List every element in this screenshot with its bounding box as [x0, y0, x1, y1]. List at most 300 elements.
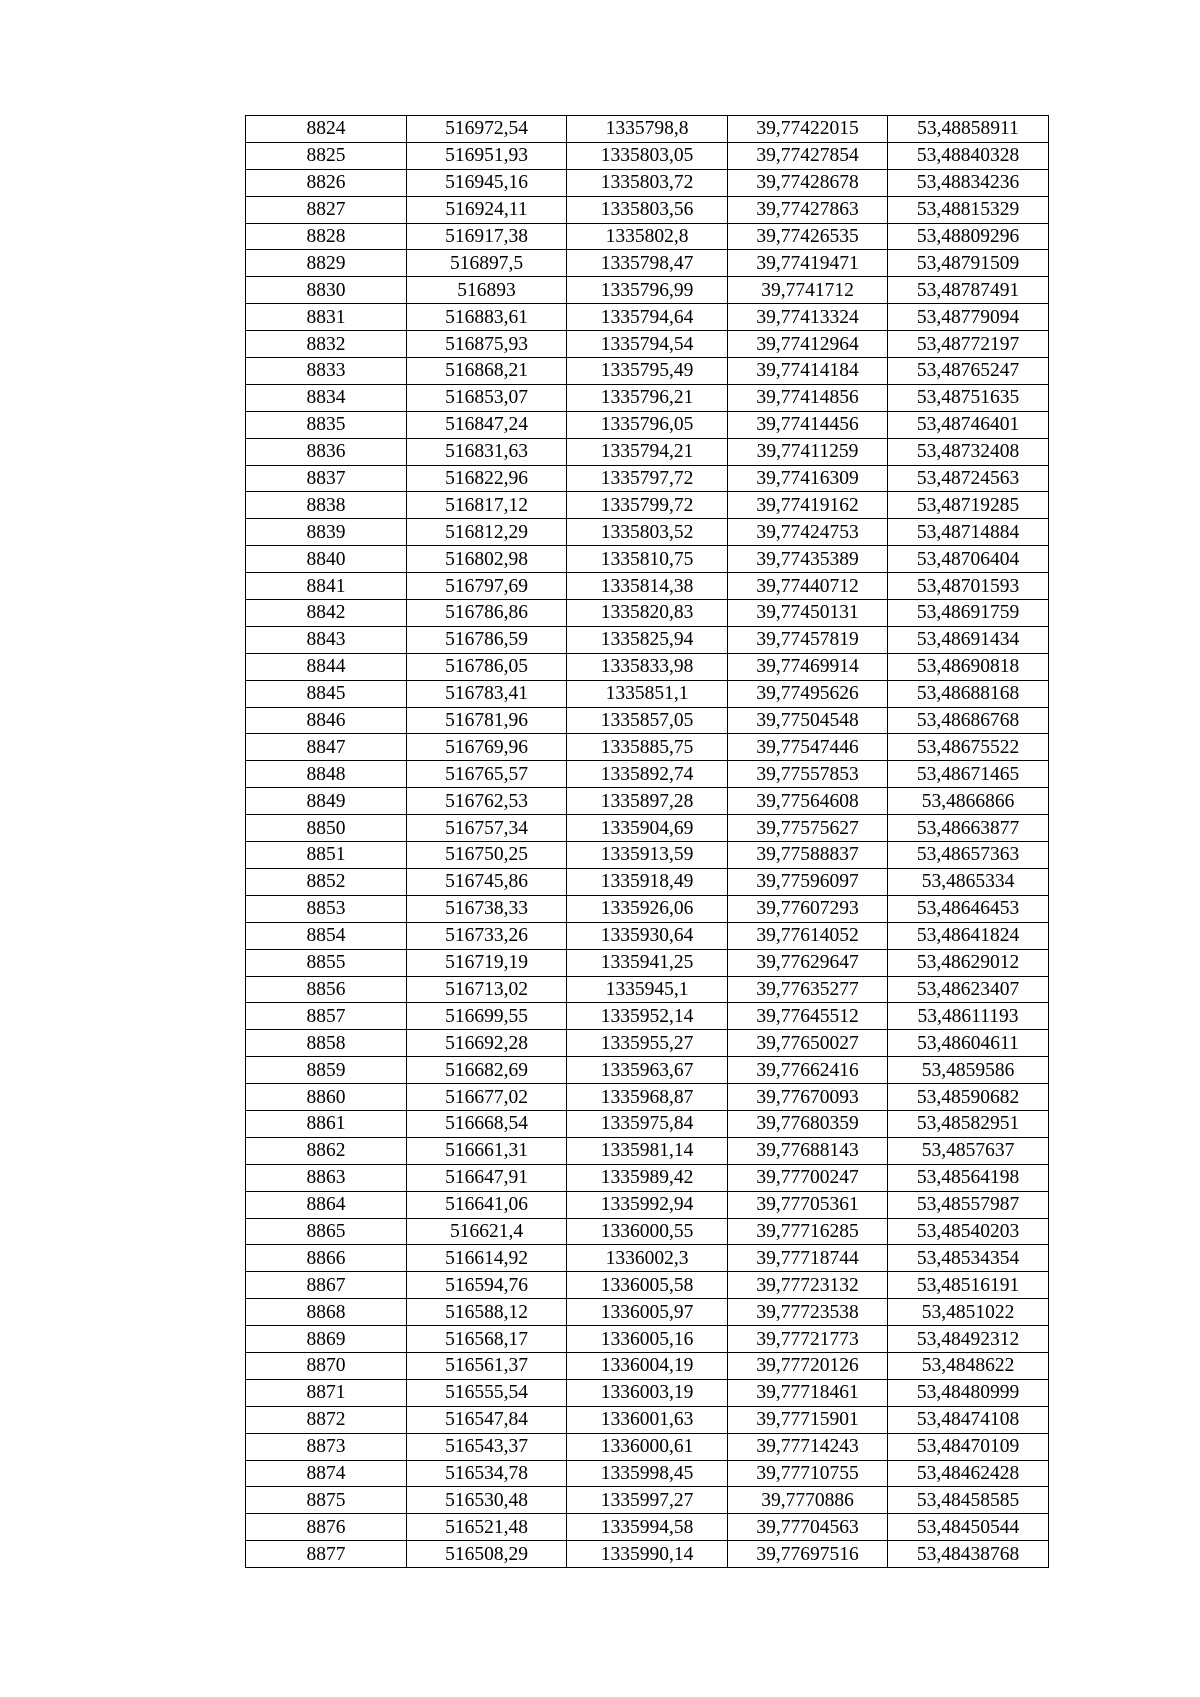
point-number-cell: 8842	[246, 600, 407, 627]
table-row	[246, 922, 1049, 949]
longitude-cell: 39,77662416	[728, 1057, 888, 1084]
x-coordinate-cell: 516817,12	[407, 492, 567, 519]
y-coordinate-cell: 1335814,38	[567, 573, 728, 600]
latitude-cell: 53,48815329	[888, 196, 1049, 223]
y-coordinate-cell: 1335803,72	[567, 169, 728, 196]
y-coordinate-cell: 1336003,19	[567, 1379, 728, 1406]
y-coordinate-cell: 1335885,75	[567, 734, 728, 761]
latitude-cell: 53,48688168	[888, 680, 1049, 707]
latitude-cell: 53,48834236	[888, 169, 1049, 196]
point-number-cell: 8834	[246, 384, 407, 411]
coordinates-table-body	[246, 116, 1049, 1568]
latitude-cell: 53,48675522	[888, 734, 1049, 761]
x-coordinate-cell: 516621,4	[407, 1218, 567, 1245]
table-row	[246, 707, 1049, 734]
y-coordinate-cell: 1336000,55	[567, 1218, 728, 1245]
table-row	[246, 1218, 1049, 1245]
y-coordinate-cell: 1335851,1	[567, 680, 728, 707]
point-number-cell: 8877	[246, 1541, 407, 1568]
longitude-cell: 39,77700247	[728, 1164, 888, 1191]
table-row	[246, 519, 1049, 546]
point-number-cell: 8853	[246, 895, 407, 922]
point-number-cell: 8830	[246, 277, 407, 304]
x-coordinate-cell: 516738,33	[407, 895, 567, 922]
y-coordinate-cell: 1335998,45	[567, 1460, 728, 1487]
table-row	[246, 1084, 1049, 1111]
longitude-cell: 39,77614052	[728, 922, 888, 949]
x-coordinate-cell: 516822,96	[407, 465, 567, 492]
x-coordinate-cell: 516521,48	[407, 1514, 567, 1541]
y-coordinate-cell: 1335897,28	[567, 788, 728, 815]
x-coordinate-cell: 516883,61	[407, 304, 567, 331]
longitude-cell: 39,77680359	[728, 1110, 888, 1137]
point-number-cell: 8873	[246, 1433, 407, 1460]
longitude-cell: 39,77428678	[728, 169, 888, 196]
y-coordinate-cell: 1335955,27	[567, 1030, 728, 1057]
x-coordinate-cell: 516972,54	[407, 116, 567, 143]
y-coordinate-cell: 1335968,87	[567, 1084, 728, 1111]
x-coordinate-cell: 516719,19	[407, 949, 567, 976]
y-coordinate-cell: 1335794,21	[567, 438, 728, 465]
table-row	[246, 1487, 1049, 1514]
latitude-cell: 53,48492312	[888, 1326, 1049, 1353]
latitude-cell: 53,48516191	[888, 1272, 1049, 1299]
latitude-cell: 53,48724563	[888, 465, 1049, 492]
x-coordinate-cell: 516831,63	[407, 438, 567, 465]
longitude-cell: 39,77414856	[728, 384, 888, 411]
y-coordinate-cell: 1335833,98	[567, 653, 728, 680]
longitude-cell: 39,77645512	[728, 1003, 888, 1030]
point-number-cell: 8872	[246, 1406, 407, 1433]
table-row	[246, 1514, 1049, 1541]
longitude-cell: 39,77650027	[728, 1030, 888, 1057]
latitude-cell: 53,48663877	[888, 815, 1049, 842]
table-row	[246, 1433, 1049, 1460]
longitude-cell: 39,77705361	[728, 1191, 888, 1218]
latitude-cell: 53,48641824	[888, 922, 1049, 949]
longitude-cell: 39,77469914	[728, 653, 888, 680]
table-row	[246, 438, 1049, 465]
table-row	[246, 1057, 1049, 1084]
latitude-cell: 53,48480999	[888, 1379, 1049, 1406]
x-coordinate-cell: 516812,29	[407, 519, 567, 546]
y-coordinate-cell: 1336001,63	[567, 1406, 728, 1433]
table-row	[246, 142, 1049, 169]
longitude-cell: 39,77721773	[728, 1326, 888, 1353]
x-coordinate-cell: 516682,69	[407, 1057, 567, 1084]
latitude-cell: 53,4848622	[888, 1352, 1049, 1379]
y-coordinate-cell: 1335913,59	[567, 842, 728, 869]
point-number-cell: 8871	[246, 1379, 407, 1406]
table-row	[246, 600, 1049, 627]
x-coordinate-cell: 516547,84	[407, 1406, 567, 1433]
latitude-cell: 53,48604611	[888, 1030, 1049, 1057]
latitude-cell: 53,48646453	[888, 895, 1049, 922]
y-coordinate-cell: 1335941,25	[567, 949, 728, 976]
x-coordinate-cell: 516614,92	[407, 1245, 567, 1272]
x-coordinate-cell: 516797,69	[407, 573, 567, 600]
latitude-cell: 53,48564198	[888, 1164, 1049, 1191]
latitude-cell: 53,48611193	[888, 1003, 1049, 1030]
x-coordinate-cell: 516534,78	[407, 1460, 567, 1487]
y-coordinate-cell: 1335975,84	[567, 1110, 728, 1137]
table-row	[246, 573, 1049, 600]
point-number-cell: 8864	[246, 1191, 407, 1218]
table-row	[246, 868, 1049, 895]
latitude-cell: 53,48714884	[888, 519, 1049, 546]
x-coordinate-cell: 516765,57	[407, 761, 567, 788]
latitude-cell: 53,4857637	[888, 1137, 1049, 1164]
y-coordinate-cell: 1335794,64	[567, 304, 728, 331]
point-number-cell: 8867	[246, 1272, 407, 1299]
longitude-cell: 39,77419471	[728, 250, 888, 277]
x-coordinate-cell: 516783,41	[407, 680, 567, 707]
longitude-cell: 39,77504548	[728, 707, 888, 734]
x-coordinate-cell: 516568,17	[407, 1326, 567, 1353]
point-number-cell: 8854	[246, 922, 407, 949]
point-number-cell: 8865	[246, 1218, 407, 1245]
x-coordinate-cell: 516647,91	[407, 1164, 567, 1191]
point-number-cell: 8846	[246, 707, 407, 734]
latitude-cell: 53,48787491	[888, 277, 1049, 304]
x-coordinate-cell: 516555,54	[407, 1379, 567, 1406]
y-coordinate-cell: 1335994,58	[567, 1514, 728, 1541]
x-coordinate-cell: 516951,93	[407, 142, 567, 169]
longitude-cell: 39,77718744	[728, 1245, 888, 1272]
table-row	[246, 223, 1049, 250]
latitude-cell: 53,4866866	[888, 788, 1049, 815]
y-coordinate-cell: 1335989,42	[567, 1164, 728, 1191]
x-coordinate-cell: 516897,5	[407, 250, 567, 277]
y-coordinate-cell: 1335918,49	[567, 868, 728, 895]
y-coordinate-cell: 1335892,74	[567, 761, 728, 788]
longitude-cell: 39,77427854	[728, 142, 888, 169]
y-coordinate-cell: 1335990,14	[567, 1541, 728, 1568]
table-row	[246, 331, 1049, 358]
point-number-cell: 8862	[246, 1137, 407, 1164]
latitude-cell: 53,48458585	[888, 1487, 1049, 1514]
latitude-cell: 53,48450544	[888, 1514, 1049, 1541]
table-row	[246, 815, 1049, 842]
table-row	[246, 626, 1049, 653]
table-row	[246, 761, 1049, 788]
table-row	[246, 116, 1049, 143]
longitude-cell: 39,77697516	[728, 1541, 888, 1568]
point-number-cell: 8857	[246, 1003, 407, 1030]
y-coordinate-cell: 1335797,72	[567, 465, 728, 492]
x-coordinate-cell: 516713,02	[407, 976, 567, 1003]
point-number-cell: 8835	[246, 411, 407, 438]
point-number-cell: 8856	[246, 976, 407, 1003]
point-number-cell: 8850	[246, 815, 407, 842]
y-coordinate-cell: 1335992,94	[567, 1191, 728, 1218]
latitude-cell: 53,48772197	[888, 331, 1049, 358]
table-row	[246, 734, 1049, 761]
point-number-cell: 8870	[246, 1352, 407, 1379]
point-number-cell: 8863	[246, 1164, 407, 1191]
point-number-cell: 8845	[246, 680, 407, 707]
y-coordinate-cell: 1335952,14	[567, 1003, 728, 1030]
y-coordinate-cell: 1335796,21	[567, 384, 728, 411]
y-coordinate-cell: 1335803,52	[567, 519, 728, 546]
table-row	[246, 949, 1049, 976]
longitude-cell: 39,77723132	[728, 1272, 888, 1299]
x-coordinate-cell: 516588,12	[407, 1299, 567, 1326]
point-number-cell: 8874	[246, 1460, 407, 1487]
longitude-cell: 39,77414184	[728, 358, 888, 385]
point-number-cell: 8868	[246, 1299, 407, 1326]
x-coordinate-cell: 516750,25	[407, 842, 567, 869]
latitude-cell: 53,4865334	[888, 868, 1049, 895]
point-number-cell: 8838	[246, 492, 407, 519]
table-row	[246, 250, 1049, 277]
point-number-cell: 8860	[246, 1084, 407, 1111]
table-row	[246, 1541, 1049, 1568]
longitude-cell: 39,77412964	[728, 331, 888, 358]
x-coordinate-cell: 516530,48	[407, 1487, 567, 1514]
longitude-cell: 39,77424753	[728, 519, 888, 546]
y-coordinate-cell: 1335803,56	[567, 196, 728, 223]
table-row	[246, 680, 1049, 707]
latitude-cell: 53,4851022	[888, 1299, 1049, 1326]
longitude-cell: 39,77723538	[728, 1299, 888, 1326]
x-coordinate-cell: 516733,26	[407, 922, 567, 949]
point-number-cell: 8825	[246, 142, 407, 169]
y-coordinate-cell: 1336004,19	[567, 1352, 728, 1379]
x-coordinate-cell: 516917,38	[407, 223, 567, 250]
longitude-cell: 39,77588837	[728, 842, 888, 869]
latitude-cell: 53,48623407	[888, 976, 1049, 1003]
y-coordinate-cell: 1335945,1	[567, 976, 728, 1003]
y-coordinate-cell: 1336002,3	[567, 1245, 728, 1272]
x-coordinate-cell: 516641,06	[407, 1191, 567, 1218]
longitude-cell: 39,77414456	[728, 411, 888, 438]
table-row	[246, 1406, 1049, 1433]
x-coordinate-cell: 516561,37	[407, 1352, 567, 1379]
x-coordinate-cell: 516677,02	[407, 1084, 567, 1111]
longitude-cell: 39,77435389	[728, 546, 888, 573]
y-coordinate-cell: 1335820,83	[567, 600, 728, 627]
table-row	[246, 1137, 1049, 1164]
y-coordinate-cell: 1335930,64	[567, 922, 728, 949]
longitude-cell: 39,7741712	[728, 277, 888, 304]
longitude-cell: 39,77413324	[728, 304, 888, 331]
x-coordinate-cell: 516893	[407, 277, 567, 304]
latitude-cell: 53,48691434	[888, 626, 1049, 653]
point-number-cell: 8844	[246, 653, 407, 680]
y-coordinate-cell: 1335798,8	[567, 116, 728, 143]
latitude-cell: 53,48691759	[888, 600, 1049, 627]
longitude-cell: 39,7770886	[728, 1487, 888, 1514]
longitude-cell: 39,77704563	[728, 1514, 888, 1541]
longitude-cell: 39,77547446	[728, 734, 888, 761]
longitude-cell: 39,77716285	[728, 1218, 888, 1245]
point-number-cell: 8836	[246, 438, 407, 465]
latitude-cell: 53,48719285	[888, 492, 1049, 519]
latitude-cell: 53,48701593	[888, 573, 1049, 600]
latitude-cell: 53,48582951	[888, 1110, 1049, 1137]
x-coordinate-cell: 516745,86	[407, 868, 567, 895]
y-coordinate-cell: 1336005,58	[567, 1272, 728, 1299]
point-number-cell: 8851	[246, 842, 407, 869]
point-number-cell: 8875	[246, 1487, 407, 1514]
y-coordinate-cell: 1335904,69	[567, 815, 728, 842]
x-coordinate-cell: 516853,07	[407, 384, 567, 411]
point-number-cell: 8869	[246, 1326, 407, 1353]
longitude-cell: 39,77557853	[728, 761, 888, 788]
point-number-cell: 8826	[246, 169, 407, 196]
table-row	[246, 1191, 1049, 1218]
x-coordinate-cell: 516781,96	[407, 707, 567, 734]
longitude-cell: 39,77457819	[728, 626, 888, 653]
point-number-cell: 8849	[246, 788, 407, 815]
table-row	[246, 1352, 1049, 1379]
y-coordinate-cell: 1335796,99	[567, 277, 728, 304]
table-row	[246, 895, 1049, 922]
latitude-cell: 53,48540203	[888, 1218, 1049, 1245]
table-row	[246, 1326, 1049, 1353]
x-coordinate-cell: 516543,37	[407, 1433, 567, 1460]
table-row	[246, 1245, 1049, 1272]
latitude-cell: 53,48779094	[888, 304, 1049, 331]
y-coordinate-cell: 1336005,16	[567, 1326, 728, 1353]
latitude-cell: 53,48657363	[888, 842, 1049, 869]
point-number-cell: 8839	[246, 519, 407, 546]
table-row	[246, 653, 1049, 680]
x-coordinate-cell: 516847,24	[407, 411, 567, 438]
latitude-cell: 53,48858911	[888, 116, 1049, 143]
table-row	[246, 1460, 1049, 1487]
latitude-cell: 53,48706404	[888, 546, 1049, 573]
table-row	[246, 304, 1049, 331]
table-row	[246, 1379, 1049, 1406]
longitude-cell: 39,77426535	[728, 223, 888, 250]
longitude-cell: 39,77710755	[728, 1460, 888, 1487]
latitude-cell: 53,48470109	[888, 1433, 1049, 1460]
longitude-cell: 39,77607293	[728, 895, 888, 922]
point-number-cell: 8855	[246, 949, 407, 976]
latitude-cell: 53,48751635	[888, 384, 1049, 411]
table-row	[246, 1164, 1049, 1191]
x-coordinate-cell: 516875,93	[407, 331, 567, 358]
y-coordinate-cell: 1335926,06	[567, 895, 728, 922]
point-number-cell: 8858	[246, 1030, 407, 1057]
longitude-cell: 39,77715901	[728, 1406, 888, 1433]
longitude-cell: 39,77670093	[728, 1084, 888, 1111]
table-row	[246, 358, 1049, 385]
table-row	[246, 1299, 1049, 1326]
point-number-cell: 8861	[246, 1110, 407, 1137]
latitude-cell: 53,48474108	[888, 1406, 1049, 1433]
point-number-cell: 8847	[246, 734, 407, 761]
point-number-cell: 8837	[246, 465, 407, 492]
y-coordinate-cell: 1335810,75	[567, 546, 728, 573]
longitude-cell: 39,77416309	[728, 465, 888, 492]
longitude-cell: 39,77427863	[728, 196, 888, 223]
latitude-cell: 53,48462428	[888, 1460, 1049, 1487]
point-number-cell: 8827	[246, 196, 407, 223]
y-coordinate-cell: 1335997,27	[567, 1487, 728, 1514]
table-row	[246, 196, 1049, 223]
longitude-cell: 39,77495626	[728, 680, 888, 707]
latitude-cell: 53,48438768	[888, 1541, 1049, 1568]
longitude-cell: 39,77422015	[728, 116, 888, 143]
point-number-cell: 8831	[246, 304, 407, 331]
table-row	[246, 1110, 1049, 1137]
table-row	[246, 411, 1049, 438]
table-row	[246, 384, 1049, 411]
x-coordinate-cell: 516924,11	[407, 196, 567, 223]
y-coordinate-cell: 1336005,97	[567, 1299, 728, 1326]
coordinates-table	[245, 115, 1049, 1568]
longitude-cell: 39,77688143	[728, 1137, 888, 1164]
point-number-cell: 8840	[246, 546, 407, 573]
longitude-cell: 39,77718461	[728, 1379, 888, 1406]
point-number-cell: 8852	[246, 868, 407, 895]
table-row	[246, 546, 1049, 573]
longitude-cell: 39,77450131	[728, 600, 888, 627]
latitude-cell: 53,48732408	[888, 438, 1049, 465]
point-number-cell: 8843	[246, 626, 407, 653]
latitude-cell: 53,48746401	[888, 411, 1049, 438]
y-coordinate-cell: 1335825,94	[567, 626, 728, 653]
y-coordinate-cell: 1335981,14	[567, 1137, 728, 1164]
table-row	[246, 976, 1049, 1003]
latitude-cell: 53,48791509	[888, 250, 1049, 277]
table-row	[246, 1030, 1049, 1057]
latitude-cell: 53,48590682	[888, 1084, 1049, 1111]
latitude-cell: 53,48671465	[888, 761, 1049, 788]
latitude-cell: 53,48765247	[888, 358, 1049, 385]
longitude-cell: 39,77564608	[728, 788, 888, 815]
point-number-cell: 8848	[246, 761, 407, 788]
x-coordinate-cell: 516762,53	[407, 788, 567, 815]
longitude-cell: 39,77629647	[728, 949, 888, 976]
longitude-cell: 39,77596097	[728, 868, 888, 895]
latitude-cell: 53,48840328	[888, 142, 1049, 169]
table-row	[246, 842, 1049, 869]
longitude-cell: 39,77575627	[728, 815, 888, 842]
y-coordinate-cell: 1335794,54	[567, 331, 728, 358]
point-number-cell: 8829	[246, 250, 407, 277]
y-coordinate-cell: 1335857,05	[567, 707, 728, 734]
x-coordinate-cell: 516786,59	[407, 626, 567, 653]
x-coordinate-cell: 516769,96	[407, 734, 567, 761]
x-coordinate-cell: 516786,05	[407, 653, 567, 680]
table-row	[246, 169, 1049, 196]
y-coordinate-cell: 1335798,47	[567, 250, 728, 277]
y-coordinate-cell: 1335796,05	[567, 411, 728, 438]
x-coordinate-cell: 516757,34	[407, 815, 567, 842]
x-coordinate-cell: 516661,31	[407, 1137, 567, 1164]
x-coordinate-cell: 516868,21	[407, 358, 567, 385]
y-coordinate-cell: 1335802,8	[567, 223, 728, 250]
table-row	[246, 492, 1049, 519]
point-number-cell: 8832	[246, 331, 407, 358]
latitude-cell: 53,48534354	[888, 1245, 1049, 1272]
y-coordinate-cell: 1335963,67	[567, 1057, 728, 1084]
latitude-cell: 53,48629012	[888, 949, 1049, 976]
y-coordinate-cell: 1335795,49	[567, 358, 728, 385]
point-number-cell: 8841	[246, 573, 407, 600]
table-row	[246, 277, 1049, 304]
x-coordinate-cell: 516508,29	[407, 1541, 567, 1568]
point-number-cell: 8876	[246, 1514, 407, 1541]
y-coordinate-cell: 1335799,72	[567, 492, 728, 519]
x-coordinate-cell: 516945,16	[407, 169, 567, 196]
x-coordinate-cell: 516668,54	[407, 1110, 567, 1137]
longitude-cell: 39,77714243	[728, 1433, 888, 1460]
